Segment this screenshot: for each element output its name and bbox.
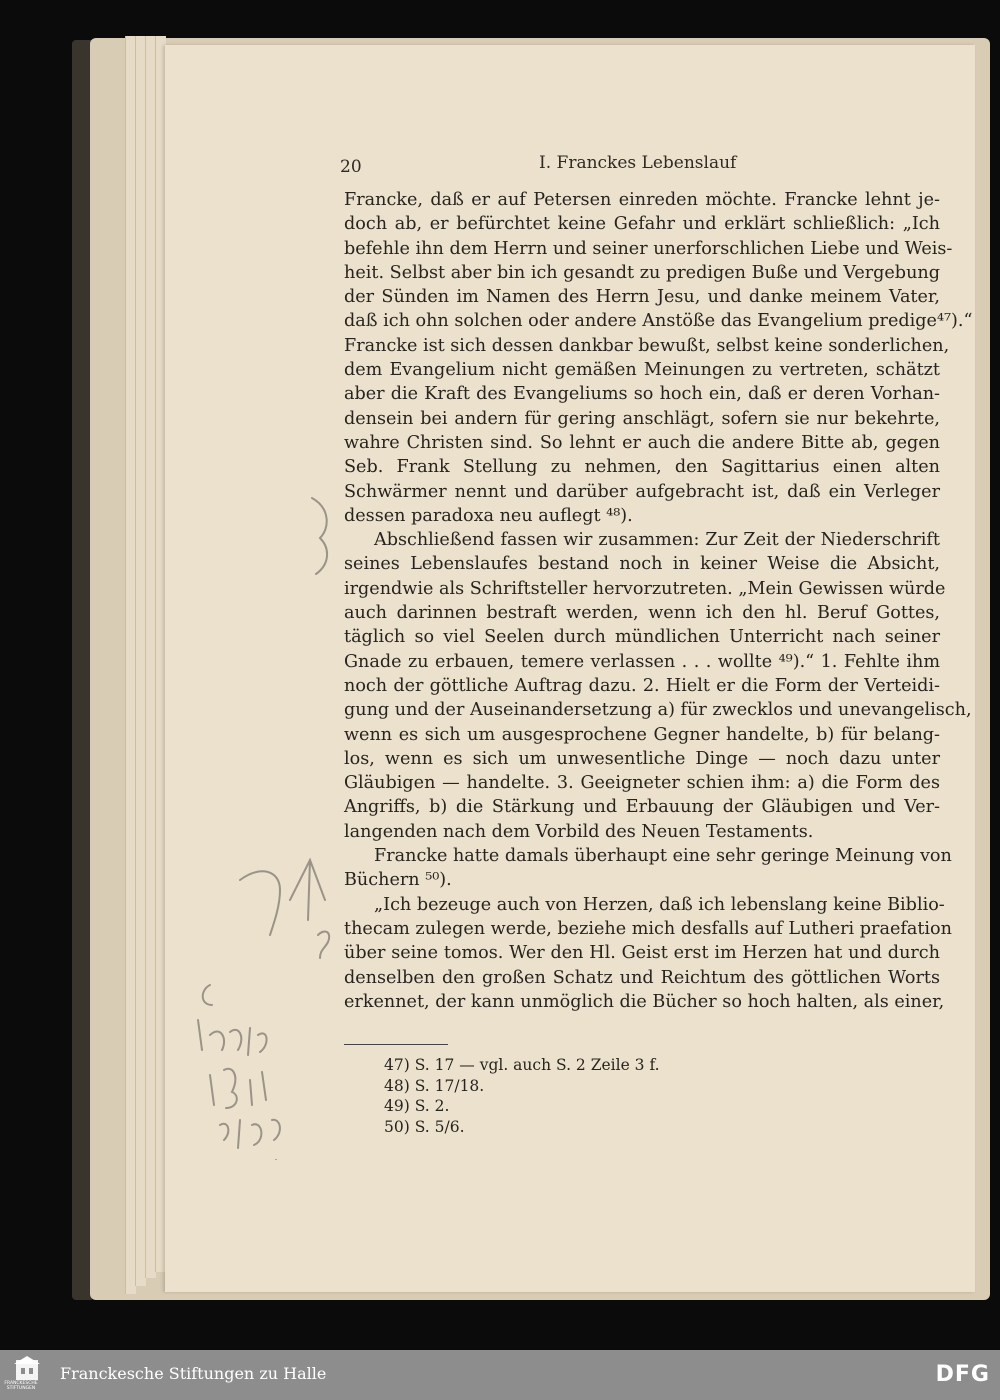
- running-head: [340, 153, 940, 183]
- footnotes: [384, 1055, 660, 1137]
- text-line: Francke hatte damals überhaupt eine sehr geringe Meinung von: [374, 846, 952, 867]
- pencil-mark: [240, 871, 280, 935]
- text-line: täglich so viel Seelen durch mündlichen Unterricht nach seiner: [344, 627, 940, 648]
- text-line: noch der göttliche Auftrag dazu. 2. Hielt er die Form der Verteidi-: [344, 675, 940, 696]
- text-line: los, wenn es sich um unwesentliche Dinge — noch dazu unter: [344, 748, 940, 769]
- text-line: Büchern ⁵⁰).: [344, 870, 452, 891]
- pencil-note: [203, 985, 212, 1005]
- text-line: Francke, daß er auf Petersen einreden möchte. Francke lehnt je-: [344, 190, 940, 210]
- text-line: Angriffs, b) die Stärkung und Erbauung der Gläubigen und Ver-: [344, 797, 940, 818]
- text-line: Gläubigen — handelte. 3. Geeigneter schien ihm: a) die Form des: [344, 773, 940, 794]
- footnote: 49) S. 2.: [384, 1097, 450, 1115]
- text-line: Francke ist sich dessen dankbar bewußt, selbst keine sonderlichen,: [344, 335, 950, 356]
- text-line: „Ich bezeuge auch von Herzen, daß ich lebenslang keine Biblio-: [374, 894, 945, 915]
- text-line: Seb. Frank Stellung zu nehmen, den Sagittarius einen alten: [344, 457, 940, 478]
- footnote: 50) S. 5/6.: [384, 1117, 465, 1136]
- pencil-question: [318, 931, 329, 958]
- footer-bar: [0, 1350, 1000, 1400]
- pencil-note: [198, 1020, 267, 1055]
- text-line: über seine tomos. Wer den Hl. Geist erst im Herzen hat und durch: [344, 943, 940, 964]
- footnote: 48) S. 17/18.: [384, 1076, 485, 1095]
- pencil-note: [220, 1120, 280, 1148]
- text-line: erkennet, der kann unmöglich die Bücher so hoch halten, als einer,: [344, 991, 945, 1012]
- text-line: Schwärmer nennt und darüber aufgebracht ist, daß ein Verleger: [344, 481, 940, 502]
- text-line: wenn es sich um ausgesprochene Gegner handelte, b) für belang-: [344, 724, 940, 745]
- text-line: doch ab, er befürchtet keine Gefahr und erklärt schließlich: „Ich: [344, 214, 940, 235]
- dfg-logo: DFG: [935, 1362, 990, 1387]
- pencil-mark: [290, 860, 325, 920]
- text-line: Gnade zu erbauen, temere verlassen . . . wollte ⁴⁹).“ 1. Fehlte ihm: [344, 651, 940, 672]
- logo-text: FRANCKESCHE STIFTUNGEN: [4, 1381, 38, 1391]
- text-line: daß ich ohn solchen oder andere Anstöße das Evangelium predige⁴⁷).“: [344, 311, 973, 332]
- text-line: thecam zulegen werde, beziehe mich desfalls auf Lutheri praefation: [344, 918, 952, 939]
- pencil-bracket: [312, 498, 327, 574]
- text-line: befehle ihn dem Herrn und seiner unerforschlichen Liebe und Weis-: [344, 238, 953, 259]
- text-line: auch darinnen bestraft werden, wenn ich den hl. Beruf Gottes,: [344, 603, 940, 624]
- text-line: langenden nach dem Vorbild des Neuen Testaments.: [344, 821, 814, 842]
- text-line: seines Lebenslaufes bestand noch in keiner Weise die Absicht,: [344, 554, 940, 575]
- running-title: I. Franckes Lebenslauf: [539, 153, 737, 173]
- text-line: dem Evangelium nicht gemäßen Meinungen zu vertreten, schätzt: [344, 360, 940, 381]
- text-line: irgendwie als Schriftsteller hervorzutreten. „Mein Gewissen würde: [344, 578, 946, 599]
- text-line: dessen paradoxa neu auflegt ⁴⁸).: [344, 505, 633, 526]
- page-number: 20: [340, 157, 362, 177]
- pencil-note: [210, 1069, 266, 1108]
- text-line: denselben den großen Schatz und Reichtum des göttlichen Worts: [344, 967, 940, 988]
- text-line: der Sünden im Namen des Herrn Jesu, und danke meinem Vater,: [344, 287, 940, 308]
- pencil-marginalia: [180, 480, 360, 1160]
- body-text: [344, 188, 973, 1014]
- footnote: 47) S. 17 — vgl. auch S. 2 Zeile 3 f.: [384, 1056, 660, 1074]
- text-line: gung und der Auseinandersetzung a) für zwecklos und unevangelisch,: [344, 700, 972, 721]
- text-line: wahre Christen sind. So lehnt er auch die andere Bitte ab, gegen: [344, 432, 940, 453]
- institution-name: Franckesche Stiftungen zu Halle: [60, 1364, 327, 1383]
- text-line: Abschließend fassen wir zusammen: Zur Zeit der Niederschrift: [374, 530, 940, 551]
- text-line: heit. Selbst aber bin ich gesandt zu predigen Buße und Vergebung: [344, 262, 940, 283]
- text-line: densein bei andern für gering anschlägt, sofern sie nur bekehrte,: [344, 408, 940, 429]
- text-line: aber die Kraft des Evangeliums so hoch ein, daß er deren Vorhan-: [344, 384, 940, 405]
